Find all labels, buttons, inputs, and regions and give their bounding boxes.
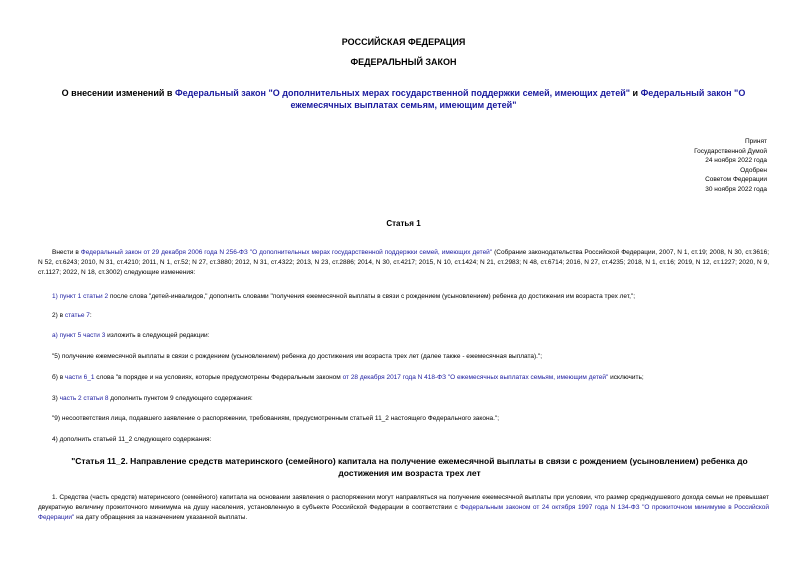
approved-date: 30 ноября 2022 года	[705, 185, 767, 193]
paragraph-article-11-2-part-1	[38, 493, 769, 523]
item-2b-middle: слова "в порядке и на условиях, которые предусмотрены Федеральным законом	[94, 374, 343, 381]
part-6-1-link[interactable]: части 6_1	[64, 374, 95, 381]
law-418-link[interactable]: от 28 декабря 2017 года N 418-ФЗ "О ежемесячных выплатах семьям, имеющим детей"	[342, 374, 609, 381]
part-1-text: 1. Средства (часть средств) материнского (семейного) капитала на основании заявления о распоряжении могут направляться на получение ежемесячной выплаты при условии, что размер среднедушевого дохода семьи не превышает двукратную величину прожиточного минимума на душу населения, установленную в субъекте Российской Федерации в соответствии с	[38, 494, 769, 511]
adoption-block	[567, 137, 767, 195]
law-256-link[interactable]: Федеральный закон от 29 декабря 2006 года N 256-ФЗ "О дополнительных мерах государственной поддержки семей, имеющих детей"	[80, 249, 493, 256]
law-title-link-2[interactable]: Федеральный закон "О ежемесячных выплатах семьям, имеющим детей"	[290, 88, 746, 110]
item-2a-text: изложить в следующей редакции:	[105, 332, 210, 339]
paragraph-quote-9: "9) несоответствия лица, подавшего заявление о распоряжении, требованиям, предусмотренным статьей 11_2 настоящего Федерального закона.";	[52, 415, 500, 422]
paragraph-intro	[38, 248, 769, 278]
law-title-link-1[interactable]: Федеральный закон "О дополнительных мерах государственной поддержки семей, имеющих детей"	[174, 88, 631, 98]
item-1-text: после слова "детей-инвалидов," дополнить словами "получения ежемесячной выплаты в связи с рождением (усыновлением) ребенка до достижения им возраста трех лет,";	[108, 293, 635, 300]
paragraph-item-2	[38, 311, 769, 321]
law-title	[40, 87, 767, 111]
paragraph-item-4: 4) дополнить статьей 11_2 следующего содержания:	[52, 436, 212, 443]
article-7-link[interactable]: статье 7	[64, 312, 90, 319]
article-11-2-heading: "Статья 11_2. Направление средств материнского (семейного) капитала на получение ежемесячной выплаты в связи с рождением (усыновлением) ребенка до достижения им возраста трех лет	[71, 456, 748, 478]
approved-label: Одобрен	[740, 166, 767, 174]
item-2a-link[interactable]: а) пункт 5 части 3	[52, 332, 106, 339]
paragraph-intro-sources: (Собрание законодательства Российской Федерации, 2007, N 1, ст.19; 2008, N 30, ст.3616; N 52, ст.6243; 2010, N 31, ст.4210; 2011, N 1, ст.52; N 27, ст.3880; 2012, N 31, ст.4322; 2013, N 23, ст.2886; 2014, N 30, ст.4217; 2015, N 10, ст.1424; N 21, ст.2983; N 48, ст.6714; 2016, N 27, ст.4235; 2018, N 1, ст.16; 2019, N 12, ст.1227; 2020, N 9, ст.1127; 2022, N 18, ст.3002) следующие изменения:	[38, 249, 769, 276]
item-3-text: дополнить пунктом 9 следующего содержания:	[108, 395, 253, 402]
item-2b-prefix: б) в	[52, 374, 65, 381]
adopted-date: 24 ноября 2022 года	[705, 157, 767, 165]
item-1-link[interactable]: 1) пункт 1 статьи 2	[52, 293, 109, 300]
paragraph-item-2b	[38, 373, 769, 383]
paragraph-item-2a	[38, 331, 769, 341]
approved-body: Советом Федерации	[705, 176, 767, 184]
law-134-link[interactable]: Федеральным законом от 24 октября 1997 года N 134-ФЗ "О прожиточном минимуме в Российской Федерации"	[38, 504, 770, 521]
paragraph-quote-5: "5) получение ежемесячной выплаты в связи с рождением (усыновлением) ребенка до достижения им возраста трех лет (далее также - ежемесячная выплата).";	[52, 353, 543, 360]
article-1-heading: Статья 1	[386, 219, 421, 228]
paragraph-item-1	[38, 292, 769, 302]
law-title-conjunction: и	[630, 88, 641, 98]
adopted-body: Государственной Думой	[694, 147, 767, 155]
law-title-prefix: О внесении изменений в	[61, 88, 175, 98]
item-3-prefix: 3)	[52, 395, 60, 402]
adopted-label: Принят	[744, 138, 767, 145]
part-1-suffix: на дату обращения за назначением указанной выплаты.	[74, 514, 248, 521]
paragraph-item-3	[38, 394, 769, 404]
item-2-prefix: 2) в	[52, 312, 65, 319]
item-2-suffix: :	[89, 312, 92, 319]
article-8-link[interactable]: часть 2 статьи 8	[59, 395, 109, 402]
law-type-heading: ФЕДЕРАЛЬНЫЙ ЗАКОН	[350, 57, 457, 67]
item-2b-suffix: исключить;	[608, 374, 644, 381]
paragraph-intro-prefix: Внести в	[52, 249, 81, 256]
country-heading: РОССИЙСКАЯ ФЕДЕРАЦИЯ	[341, 37, 466, 47]
